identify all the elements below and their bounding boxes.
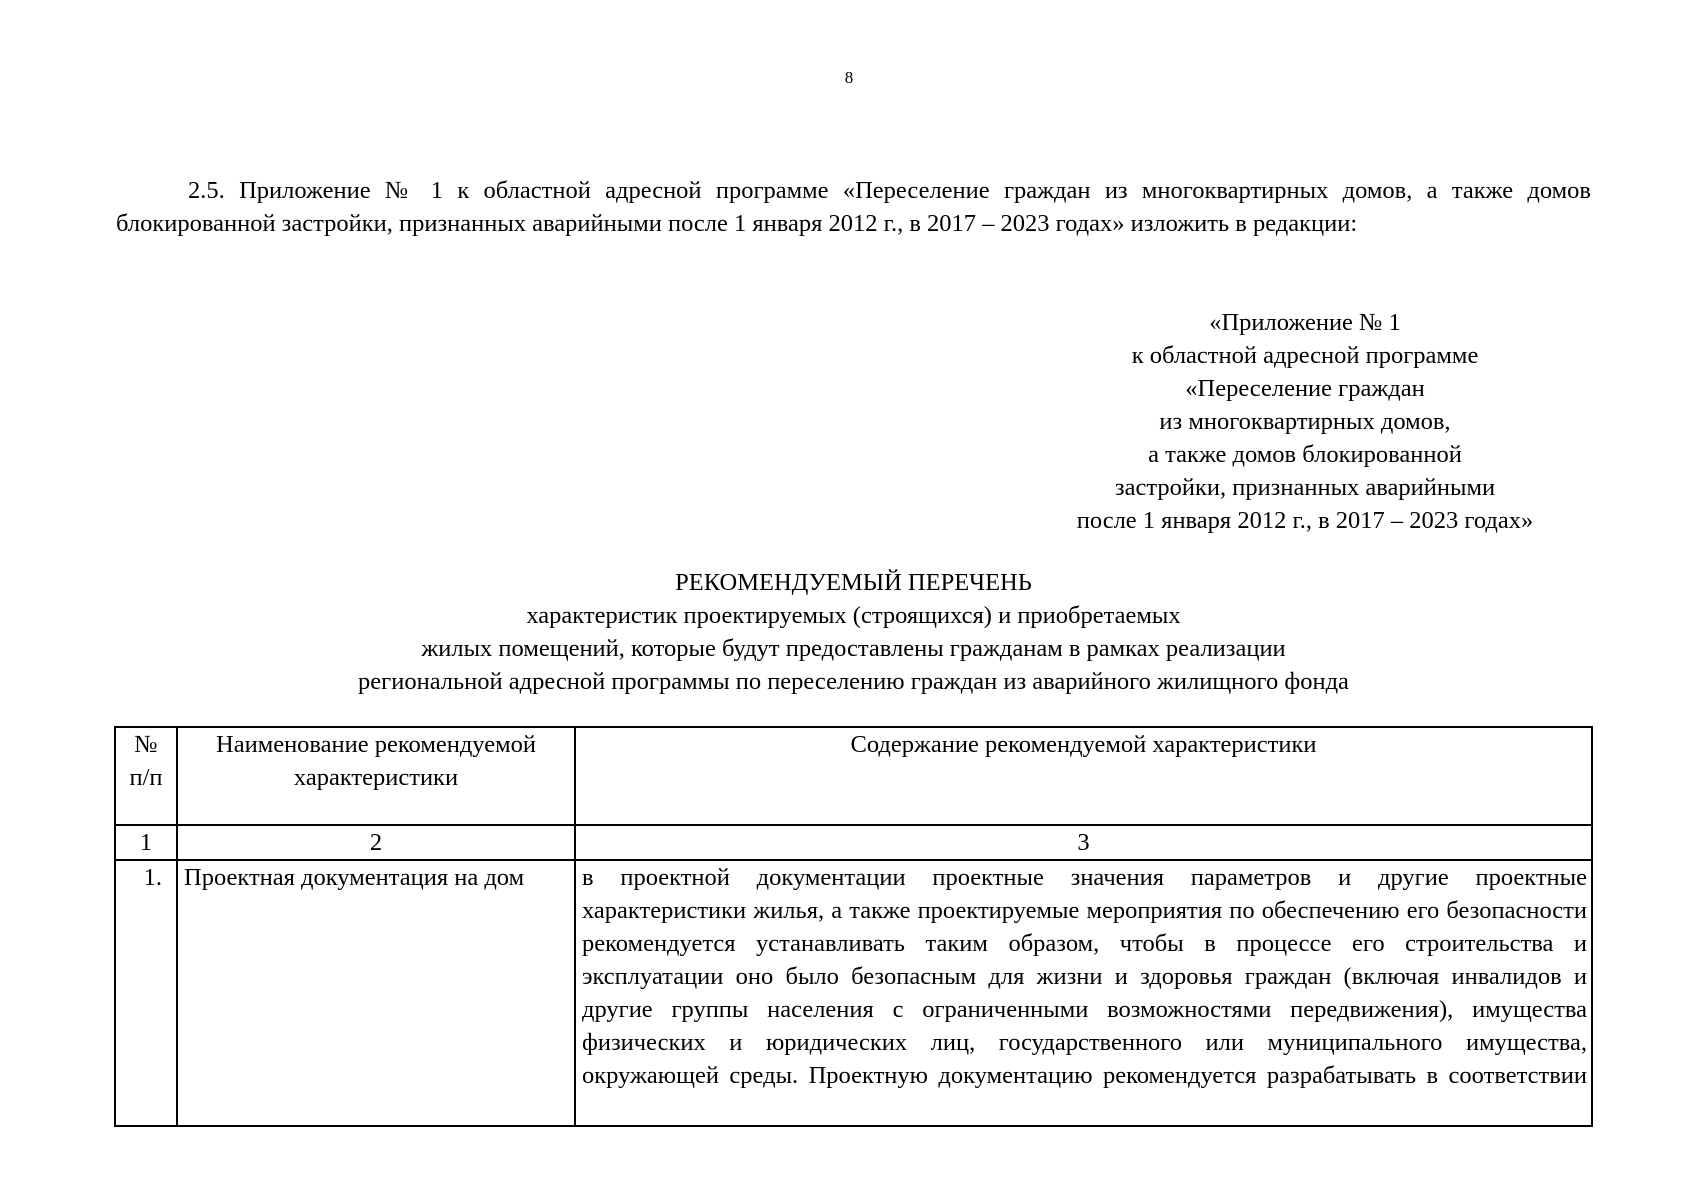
list-heading (116, 566, 1591, 698)
appendix-line: «Приложение № 1 (1209, 309, 1401, 336)
header-name: Наименование рекомендуемой характеристики (177, 727, 575, 825)
page-number: 8 (844, 68, 854, 87)
intro-paragraph: 2.5. Приложение № 1 к областной адресной программе «Переселение граждан из многоквартирных домов, а также домов блокированной застройки, признанных аварийными после 1 января 2012 г., в 2017 – 2023 годах» изложить в редакции: (116, 177, 1591, 237)
heading-subtitle-line: региональной адресной программы по переселению граждан из аварийного жилищного фонда (358, 668, 1349, 695)
appendix-line: к областной адресной программе (1131, 342, 1479, 369)
characteristics-table (114, 726, 1593, 1127)
row-content (575, 860, 1592, 1126)
appendix-line: застройки, признанных аварийными (1114, 474, 1496, 501)
column-number: 3 (575, 825, 1592, 860)
column-number-row (115, 825, 1592, 860)
appendix-reference (990, 306, 1620, 537)
row-content-text: в проектной документации проектные значения параметров и другие проектные характеристики жилья, а также проектируемые мероприятия по обеспечению его безопасности рекомендуется устанавливать таким образом, чтобы в процессе его строительства и эксплуатации оно было безопасным для жизни и здоровья граждан (включая инвалидов и другие группы населения с ограниченными возможностями передвижения), имущества физических и юридических лиц, государственного или муниципального имущества, окружающей среды. Проектную документацию рекомендуется разрабатывать в соответствии (582, 864, 1587, 1089)
table-header-row (115, 727, 1592, 825)
appendix-line: а также домов блокированной (1148, 441, 1462, 468)
column-number: 2 (177, 825, 575, 860)
appendix-line: из многоквартирных домов, (1159, 408, 1451, 435)
row-name: Проектная документация на дом (177, 860, 575, 1126)
appendix-line: после 1 января 2012 г., в 2017 – 2023 годах» (1076, 507, 1534, 534)
row-number: 1. (115, 860, 177, 1126)
heading-title: РЕКОМЕНДУЕМЫЙ ПЕРЕЧЕНЬ (675, 569, 1032, 596)
column-number: 1 (115, 825, 177, 860)
table-row (115, 860, 1592, 1126)
heading-subtitle-line: жилых помещений, которые будут предоставлены гражданам в рамках реализации (421, 635, 1286, 662)
header-content: Содержание рекомендуемой характеристики (575, 727, 1592, 825)
header-number: № п/п (115, 727, 177, 825)
appendix-line: «Переселение граждан (1185, 375, 1425, 402)
heading-subtitle-line: характеристик проектируемых (строящихся) и приобретаемых (526, 602, 1181, 629)
